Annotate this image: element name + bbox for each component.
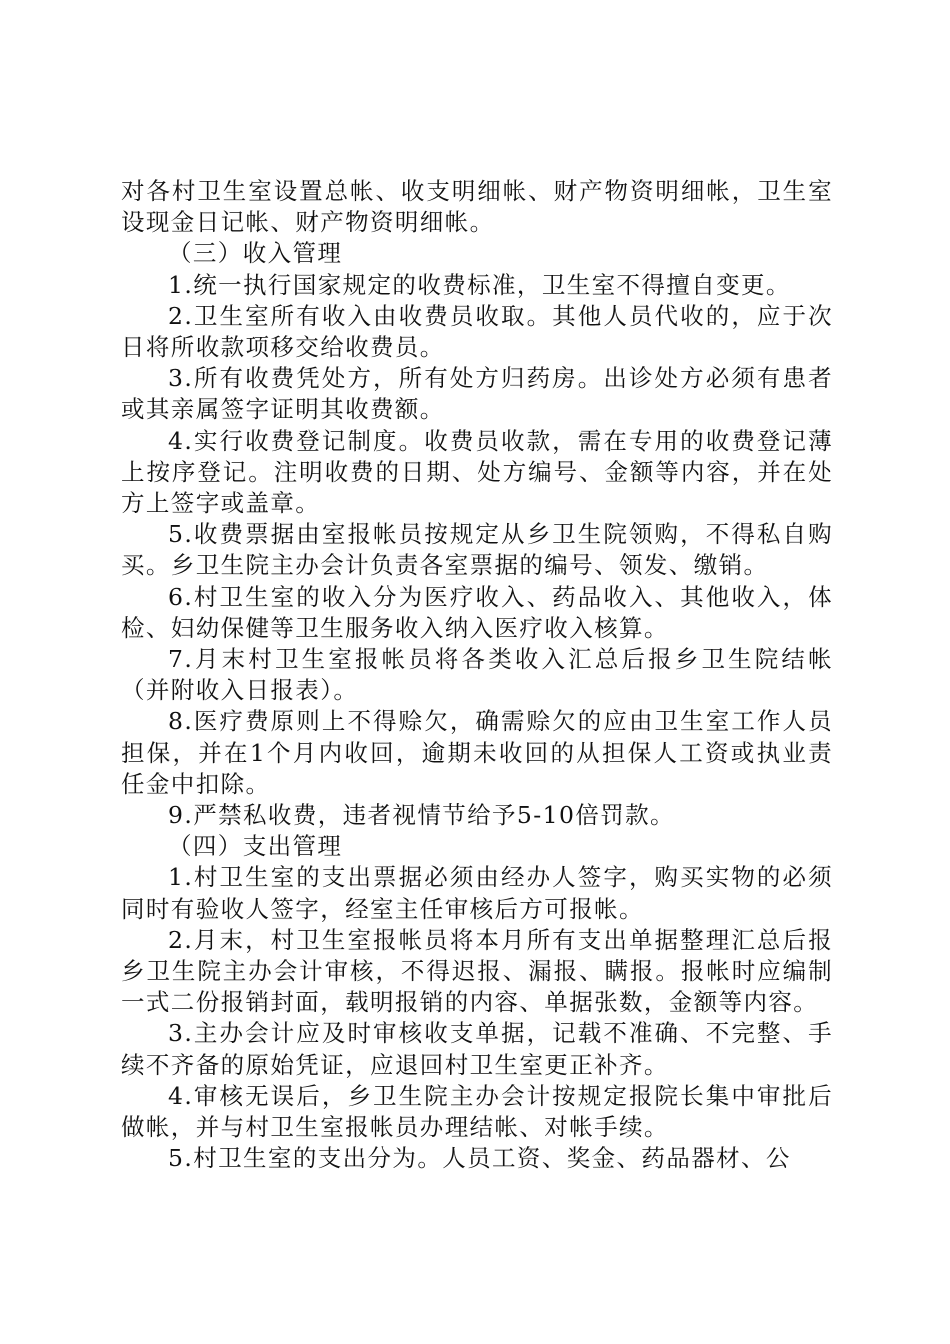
income-item-1: 1.统一执行国家规定的收费标准，卫生室不得擅自变更。	[168, 270, 791, 299]
expense-item-4: 4.审核无误后，乡卫生院主办会计按规定报院长集中审批后做帐，并与村卫生室报帐员办理结帐、对帐手续。	[121, 1081, 833, 1142]
income-item-4: 4.实行收费登记制度。收费员收款，需在专用的收费登记薄上按序登记。注明收费的日期、处方编号、金额等内容，并在处方上签字或盖章。	[121, 426, 833, 518]
paragraph-ledger-setup: 对各村卫生室设置总帐、收支明细帐、财产物资明细帐，卫生室设现金日记帐、财产物资明细帐。	[121, 177, 833, 237]
income-item-9: 9.严禁私收费，违者视情节给予5-10倍罚款。	[168, 801, 675, 830]
document-body	[121, 176, 833, 1175]
section-heading-income: （三）收入管理	[168, 239, 343, 268]
section-heading-expense: （四）支出管理	[168, 832, 343, 861]
income-item-6: 6.村卫生室的收入分为医疗收入、药品收入、其他收入，体检、妇幼保健等卫生服务收入纳入医疗收入核算。	[121, 582, 833, 642]
expense-item-3: 3.主办会计应及时审核收支单据，记载不准确、不完整、手续不齐备的原始凭证，应退回村卫生室更正补齐。	[121, 1019, 833, 1079]
expense-item-5: 5.村卫生室的支出分为。人员工资、奖金、药品器材、公	[168, 1144, 791, 1173]
expense-item-1: 1.村卫生室的支出票据必须由经办人签字，购买实物的必须同时有验收人签字，经室主任审核后方可报帐。	[121, 863, 833, 923]
income-item-2: 2.卫生室所有收入由收费员收取。其他人员代收的，应于次日将所收款项移交给收费员。	[121, 301, 833, 362]
income-item-8: 8.医疗费原则上不得赊欠，确需赊欠的应由卫生室工作人员担保，并在1个月内收回，逾期未收回的从担保人工资或执业责任金中扣除。	[121, 707, 833, 798]
income-item-5: 5.收费票据由室报帐员按规定从乡卫生院领购，不得私自购买。乡卫生院主办会计负责各室票据的编号、领发、缴销。	[121, 520, 833, 580]
income-item-3: 3.所有收费凭处方，所有处方归药房。出诊处方必须有患者或其亲属签字证明其收费额。	[121, 364, 833, 424]
expense-item-2: 2.月末，村卫生室报帐员将本月所有支出单据整理汇总后报乡卫生院主办会计审核，不得迟报、漏报、瞒报。报帐时应编制一式二份报销封面，载明报销的内容、单据张数，金额等内容。	[121, 925, 833, 1017]
income-item-7: 7.月末村卫生室报帐员将各类收入汇总后报乡卫生院结帐（并附收入日报表）。	[121, 645, 833, 705]
